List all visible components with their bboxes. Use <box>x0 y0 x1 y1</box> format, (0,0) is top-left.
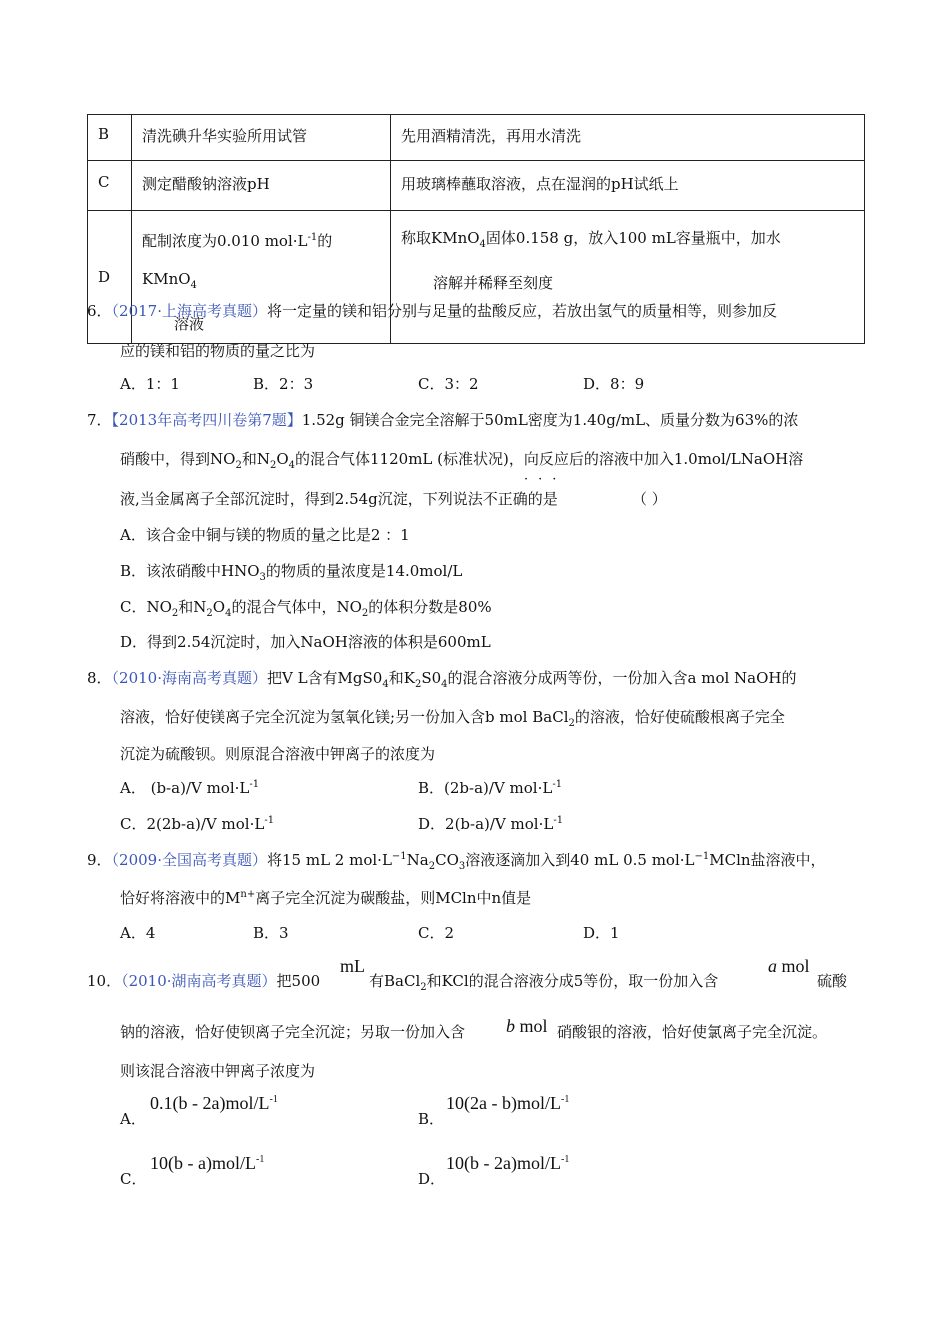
subscript: 2 <box>428 861 436 872</box>
q8-line3: 沉淀为硫酸钡。则原混合溶液中钾离子的浓度为 <box>120 745 436 763</box>
q10-line2b: 硝酸银的溶液，恰好使氯离子完全沉淀。 <box>557 1023 828 1041</box>
option-text: C．NO <box>120 598 172 616</box>
table-row <box>88 211 865 344</box>
question-text: 和KCl的混合溶液分成5等份，取一份加入含 <box>426 972 719 990</box>
q10-line1d: 硫酸 <box>817 972 848 990</box>
method-sub: 4 <box>479 239 486 250</box>
amount-b-mol <box>506 1016 548 1037</box>
q10-option-d <box>446 1153 569 1174</box>
q8-option-b <box>418 777 562 798</box>
subscript: 2 <box>235 460 242 471</box>
superscript: -1 <box>560 1094 570 1105</box>
q10-line1b <box>369 970 718 993</box>
q10-line3: 则该混合溶液中钾离子浓度为 <box>120 1062 316 1080</box>
subscript: 3 <box>458 861 466 872</box>
row-label: B <box>88 115 132 161</box>
superscript: -1 <box>255 1154 265 1165</box>
q7-line2 <box>120 448 803 471</box>
q8-line2 <box>120 706 785 729</box>
option-formula: 10(2a - b)mol/L <box>446 1093 561 1113</box>
op-text: 的KMnO <box>142 232 333 288</box>
question-text: CO <box>435 851 459 869</box>
op-text: 配制浓度为0.010 mol·L <box>142 232 308 250</box>
question-source: （2010·湖南高考真题） <box>121 972 277 990</box>
question-text: 恰好将溶液中的M <box>120 889 241 907</box>
subscript: 2 <box>206 608 213 619</box>
superscript: −1 <box>391 851 407 862</box>
option-text: B．该浓硝酸中HNO <box>120 562 260 580</box>
question-text: 1.52g 铜镁合金完全溶解于50mL密度为1.40g/mL、质量分数为63%的浓 <box>301 411 799 429</box>
question-number: 9． <box>87 851 112 869</box>
question-text: 溶液，恰好使镁离子完全沉淀为氢氧化镁;另一份加入含b mol BaCl <box>120 708 569 726</box>
q10-option-b-label: B． <box>418 1110 445 1128</box>
option-text: D．2(b-a)/V mol·L <box>418 815 554 833</box>
row-label: D <box>88 211 132 344</box>
subscript: 2 <box>269 460 277 471</box>
q9-option-b: B．3 <box>253 924 289 942</box>
method-cell: 用玻璃棒蘸取溶液，点在湿润的pH试纸上 <box>391 161 865 211</box>
option-text: 的体积分数是80% <box>368 598 492 616</box>
q8-option-c <box>120 813 274 834</box>
question-number: 6． <box>87 302 112 320</box>
option-text: O <box>212 598 226 616</box>
subscript: 2 <box>568 718 575 729</box>
question-number: 7． <box>87 411 112 429</box>
option-formula: 10(b - 2a)mol/L <box>446 1153 561 1173</box>
subscript: 2 <box>420 982 427 993</box>
method-text: 固体0.158 g，放入100 mL容量瓶中，加水 <box>485 229 781 247</box>
question-text: 的溶液，恰好使硫酸根离子完全 <box>574 708 785 726</box>
subscript: 4 <box>382 679 389 690</box>
question-text: Na <box>406 851 429 869</box>
question-source: （2017·上海高考真题） <box>111 302 267 320</box>
subscript: 3 <box>259 572 266 583</box>
question-number: 8． <box>87 669 112 687</box>
q7-option-d: D．得到2.54沉淀时，加入NaOH溶液的体积是600mL <box>120 633 491 651</box>
question-source: 【2013年高考四川卷第7题】 <box>111 411 302 429</box>
question-text: 的混合气体1120mL (标准状况)，向反应后的溶液中加入1.0mol/LNaOH溶 <box>295 450 804 468</box>
q10-option-c-label: C． <box>120 1170 147 1188</box>
unit-ml: mL <box>340 956 365 976</box>
operation-cell <box>132 211 391 344</box>
q10-option-b <box>446 1093 569 1114</box>
op-text: 溶液 <box>174 315 205 333</box>
math-var: b <box>506 1016 515 1036</box>
question-text: 把V L含有MgS0 <box>267 669 383 687</box>
question-text: MCln盐溶液中， <box>709 851 826 869</box>
q7-option-c <box>120 596 492 619</box>
question-text: 和N <box>241 450 270 468</box>
table-row <box>88 115 865 161</box>
method-cell: 先用酒精清洗，再用水清洗 <box>391 115 865 161</box>
superscript: -1 <box>553 815 564 826</box>
superscript: -1 <box>560 1154 570 1165</box>
option-formula: 10(b - a)mol/L <box>150 1153 256 1173</box>
question-text: S0 <box>421 669 442 687</box>
question-text: 和K <box>388 669 415 687</box>
question-text: 溶液逐滴加入到40 mL 0.5 mol·L <box>465 851 695 869</box>
option-text: 和N <box>178 598 207 616</box>
q10-option-d-label: D． <box>418 1170 446 1188</box>
op-sub: 4 <box>190 280 197 291</box>
option-formula: 0.1(b - 2a)mol/L <box>150 1093 270 1113</box>
q7-option-a: A．该合金中铜与镁的物质的量之比是2 ：1 <box>120 526 410 544</box>
option-text: 的物质的量浓度是14.0mol/L <box>265 562 463 580</box>
superscript: -1 <box>249 779 260 790</box>
answer-paren: （ ） <box>632 490 667 508</box>
q6-line1 <box>87 300 777 321</box>
q6-option-b: B．2：3 <box>253 375 314 393</box>
question-text: O <box>276 450 289 468</box>
row-label: C <box>88 161 132 211</box>
q6-option-d: D．8：9 <box>583 375 645 393</box>
operation-cell: 清洗碘升华实验所用试管 <box>132 115 391 161</box>
subscript: 2 <box>171 608 179 619</box>
math-unit: mol <box>777 956 810 976</box>
q9-line1 <box>87 849 826 872</box>
q7-option-b <box>120 560 462 583</box>
question-text: 的混合溶液分成两等份，一份加入含a mol NaOH的 <box>447 669 797 687</box>
question-source: （2010·海南高考真题） <box>111 669 267 687</box>
method-cell <box>391 211 865 344</box>
subscript: 4 <box>288 460 296 471</box>
question-text: 钠的溶液，恰好使钡离子完全沉淀；另取一份加入含 <box>120 1023 466 1041</box>
operation-cell: 测定醋酸钠溶液pH <box>132 161 391 211</box>
amount-a-mol <box>768 956 810 977</box>
q9-option-a: A．4 <box>120 924 156 942</box>
q7-line3 <box>120 488 558 509</box>
option-text: A． (b-a)/V mol·L <box>120 779 250 797</box>
table-row <box>88 161 865 211</box>
q10-option-a-label: A． <box>120 1110 146 1128</box>
question-number: 10． <box>87 972 122 990</box>
q10-line2 <box>120 1021 465 1042</box>
method-text: 溶解并稀释至刻度 <box>433 274 554 292</box>
question-text: 硝酸中，得到NO <box>120 450 236 468</box>
subscript: 4 <box>441 679 448 690</box>
subscript: 2 <box>361 608 369 619</box>
q8-line1 <box>87 667 797 690</box>
superscript: -1 <box>269 1094 278 1105</box>
math-unit: mol <box>515 1016 548 1036</box>
superscript: -1 <box>552 779 563 790</box>
q9-line2 <box>120 887 531 908</box>
superscript: −1 <box>694 851 710 862</box>
q9-option-c: C．2 <box>418 924 455 942</box>
subscript: 2 <box>414 679 422 690</box>
q7-line1 <box>87 409 798 430</box>
q9-option-d: D．1 <box>583 924 620 942</box>
subscript: 4 <box>225 608 232 619</box>
option-text: 的混合气体中，NO <box>231 598 362 616</box>
option-text: B．(2b-a)/V mol·L <box>418 779 553 797</box>
question-text: 将一定量的镁和铝分别与足量的盐酸反应，若放出氢气的质量相等，则参加反 <box>267 302 778 320</box>
emphasis-dots: ··· <box>524 472 567 487</box>
q8-option-d <box>418 813 563 834</box>
q10-option-c <box>150 1153 264 1174</box>
q6-option-c: C．3：2 <box>418 375 479 393</box>
method-text: 称取KMnO <box>401 229 480 247</box>
q10-option-a <box>150 1093 278 1114</box>
question-text: 将15 mL 2 mol·L <box>267 851 392 869</box>
question-text: 有BaCl <box>369 972 421 990</box>
q8-option-a <box>120 777 259 798</box>
q6-line2: 应的镁和铝的物质的量之比为 <box>120 342 316 360</box>
q10-line1 <box>87 970 320 991</box>
superscript: n+ <box>240 889 256 900</box>
q6-option-a: A．1：1 <box>120 375 180 393</box>
question-text: 把500 <box>276 972 321 990</box>
option-text: C．2(2b-a)/V mol·L <box>120 815 265 833</box>
question-text: 液,当金属离子全部沉淀时，得到2.54g沉淀，下列说法不正确的是 <box>120 490 558 508</box>
op-sup: -1 <box>307 232 318 243</box>
question-text: 离子完全沉淀为碳酸盐，则MCln中n值是 <box>255 889 532 907</box>
superscript: -1 <box>264 815 275 826</box>
question-source: （2009·全国高考真题） <box>111 851 267 869</box>
math-var: a <box>768 956 777 976</box>
